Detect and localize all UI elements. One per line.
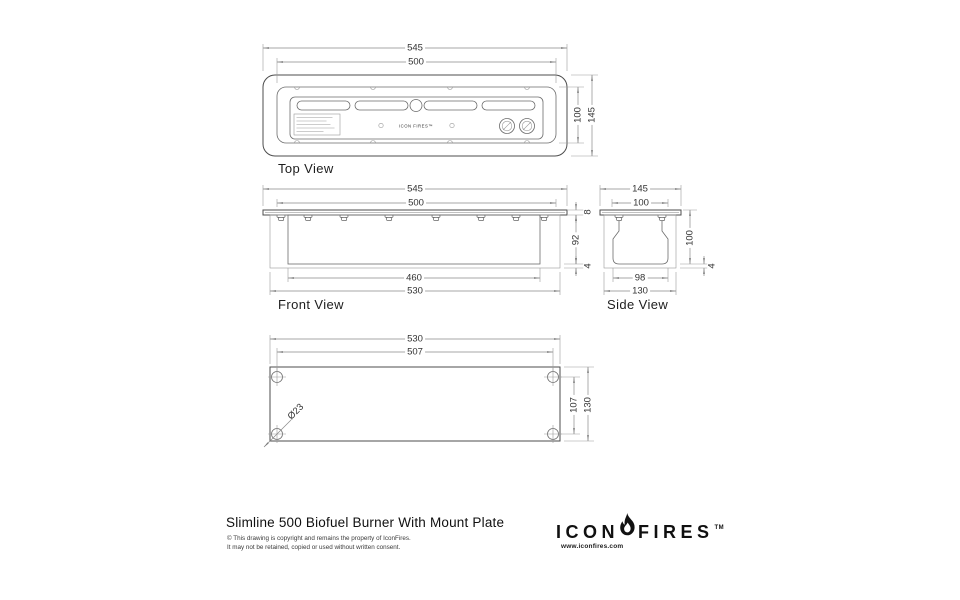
dim-front-plate-thickness: 8 bbox=[582, 209, 594, 215]
drawing-title: Slimline 500 Biofuel Burner With Mount Plate bbox=[226, 515, 505, 530]
side-view-label: Side View bbox=[607, 297, 669, 312]
mount-plate-outline bbox=[270, 215, 560, 268]
dim-top-inner-width: 500 bbox=[408, 56, 424, 68]
dim-side-inner-width: 100 bbox=[633, 197, 649, 209]
panel-screw-left bbox=[379, 123, 383, 127]
top-view-label: Top View bbox=[278, 161, 334, 176]
side-view-drawing bbox=[600, 185, 716, 295]
copyright-line-1: © This drawing is copyright and remains the property of IconFires. bbox=[227, 535, 411, 542]
spec-label bbox=[294, 114, 340, 135]
trademark-symbol: TM bbox=[714, 525, 725, 531]
dim-top-inner-height: 100 bbox=[572, 107, 584, 123]
filler-cap bbox=[410, 100, 422, 112]
hole-leader-line bbox=[264, 420, 291, 447]
warning-badge-icon bbox=[500, 119, 515, 134]
dim-front-body-height: 92 bbox=[570, 234, 582, 246]
website-url: www.iconfires.com bbox=[561, 543, 624, 550]
burner-slots bbox=[297, 100, 535, 112]
warning-badge-icon bbox=[520, 119, 535, 134]
panel-brand-text: ICON FIRES™ bbox=[398, 123, 434, 129]
copyright-line-2: It may not be retained, copied or used without written consent. bbox=[227, 543, 401, 551]
mount-holes bbox=[268, 368, 562, 443]
dim-top-outer-height: 145 bbox=[586, 107, 598, 123]
dim-front-outer-bottom: 530 bbox=[407, 285, 423, 297]
mount-plate-drawing bbox=[264, 335, 594, 447]
dim-mount-hole-span-height: 107 bbox=[568, 397, 580, 413]
dim-side-outer-bottom: 130 bbox=[632, 285, 648, 297]
dim-side-outer-width: 145 bbox=[632, 183, 648, 195]
dim-side-inner-bottom: 98 bbox=[634, 272, 646, 284]
panel-screw-right bbox=[450, 123, 454, 127]
dim-side-mount-thickness: 4 bbox=[706, 263, 718, 269]
icon-fires-logo bbox=[556, 513, 724, 541]
copyright-note bbox=[227, 535, 411, 552]
logo-word-icon: ICON bbox=[556, 522, 619, 542]
front-view-label: Front View bbox=[278, 297, 344, 312]
burner-body-profile bbox=[613, 221, 668, 264]
top-view-drawing bbox=[263, 44, 598, 156]
dim-mount-hole-span-width: 507 bbox=[407, 346, 423, 358]
dim-front-mount-thickness: 4 bbox=[582, 263, 594, 269]
burner-body-outline bbox=[288, 215, 540, 264]
dim-mount-hole-diameter: Ø23 bbox=[285, 401, 307, 423]
dim-front-outer-width: 545 bbox=[407, 183, 423, 195]
dim-front-inner-bottom: 460 bbox=[406, 272, 422, 284]
burner-panel bbox=[290, 97, 543, 139]
dim-front-inner-width: 500 bbox=[408, 197, 424, 209]
dim-mount-outer-height: 130 bbox=[582, 397, 594, 413]
dim-mount-outer-width: 530 bbox=[407, 333, 423, 345]
dim-side-height: 100 bbox=[684, 230, 696, 246]
logo-word-fires: FIRES bbox=[638, 522, 714, 542]
flame-icon bbox=[619, 513, 636, 542]
dim-top-outer-width: 545 bbox=[407, 42, 423, 54]
mount-plate-outline bbox=[604, 215, 676, 268]
